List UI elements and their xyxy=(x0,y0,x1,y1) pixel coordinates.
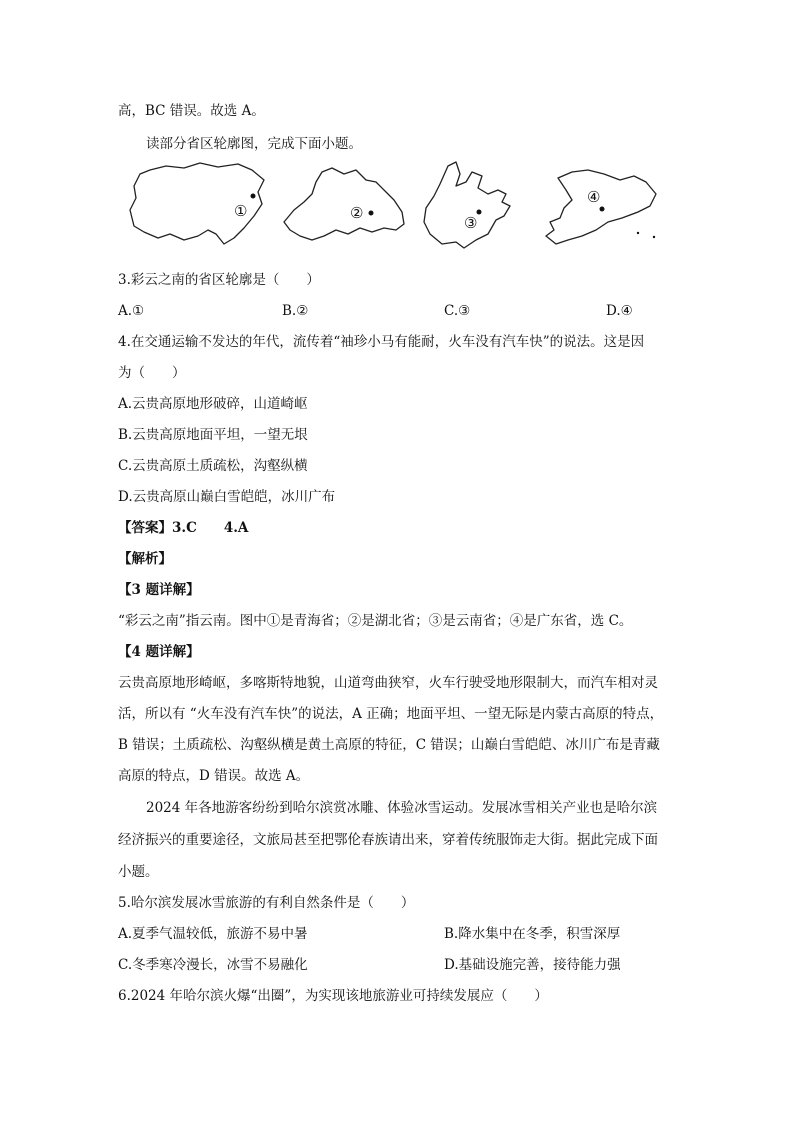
map-marker-1 xyxy=(251,194,256,199)
question-5: 5.哈尔滨发展冰雪旅游的有利自然条件是（ ） xyxy=(118,895,415,911)
province-outline-maps xyxy=(126,160,666,252)
detail-4-heading: 【4 题详解】 xyxy=(118,644,200,660)
map-island-dot xyxy=(637,232,639,234)
detail-4-line-1: 云贵高原地形崎岖，多喀斯特地貌，山道弯曲狭窄，火车行驶受地形限制大，而汽车相对灵 xyxy=(118,675,658,691)
q4-option-d: D.云贵高原山巅白雪皑皑，冰川广布 xyxy=(118,489,336,505)
map-yunnan xyxy=(424,162,510,248)
q3-option-a: A.① xyxy=(118,303,145,319)
passage-line-3: 小题。 xyxy=(118,864,159,880)
map-label-2: ② xyxy=(350,204,364,222)
text-line-1: 高，BC 错误。故选 A。 xyxy=(118,103,265,119)
q5-option-b: B.降水集中在冬季，积雪深厚 xyxy=(444,926,621,942)
intro-map-questions: 读部分省区轮廓图，完成下面小题。 xyxy=(146,136,362,152)
question-4-line-2: 为（ ） xyxy=(118,365,186,381)
detail-4-line-2: 活，所以有 “火车没有汽车快”的说法，A 正确；地面平坦、一望无际是内蒙古高原的特点， xyxy=(118,706,664,722)
q3-option-b: B.② xyxy=(282,303,309,319)
question-4-line-1: 4.在交通运输不发达的年代，流传着“袖珍小马有能耐，火车没有汽车快”的说法。这是因 xyxy=(118,334,645,350)
map-marker-3 xyxy=(477,210,482,215)
map-marker-4 xyxy=(600,207,605,212)
q5-option-d: D.基础设施完善，接待能力强 xyxy=(444,957,621,973)
map-guangdong xyxy=(546,170,656,244)
detail-3-heading: 【3 题详解】 xyxy=(118,582,200,598)
question-6: 6.2024 年哈尔滨火爆“出圈”，为实现该地旅游业可持续发展应（ ） xyxy=(118,988,548,1004)
detail-4-line-3: B 错误；土质疏松、沟壑纵横是黄土高原的特征，C 错误；山巅白雪皑皑、冰川广布是青藏 xyxy=(118,737,660,753)
q4-option-b: B.云贵高原地面平坦，一望无垠 xyxy=(118,427,308,443)
map-hubei xyxy=(284,168,404,240)
q3-option-d: D.④ xyxy=(606,303,633,319)
map-qinghai xyxy=(130,163,264,244)
passage-line-2: 经济振兴的重要途径，文旅局甚至把鄂伦春族请出来，穿着传统服饰走大街。据此完成下面 xyxy=(118,832,658,848)
q4-option-c: C.云贵高原土质疏松，沟壑纵横 xyxy=(118,458,308,474)
answer-line: 【答案】3.C 4.A xyxy=(118,520,249,536)
map-label-3: ③ xyxy=(464,214,478,232)
detail-3-text: “彩云之南”指云南。图中①是青海省；②是湖北省；③是云南省；④是广东省，选 C。 xyxy=(118,613,633,629)
q4-option-a: A.云贵高原地形破碎，山道崎岖 xyxy=(118,396,308,412)
question-3: 3.彩云之南的省区轮廓是（ ） xyxy=(118,272,320,288)
passage-line-1: 2024 年各地游客纷纷到哈尔滨赏冰雕、体验冰雪运动。发展冰雪相关产业也是哈尔滨 xyxy=(146,800,658,816)
map-label-4: ④ xyxy=(587,188,601,206)
map-island-dot xyxy=(653,236,655,238)
q5-option-c: C.冬季寒冷漫长，冰雪不易融化 xyxy=(118,957,308,973)
map-marker-2 xyxy=(369,211,374,216)
detail-4-line-4: 高原的特点，D 错误。故选 A。 xyxy=(118,768,310,784)
map-label-1: ① xyxy=(234,202,248,220)
analysis-heading: 【解析】 xyxy=(118,551,172,567)
q3-option-c: C.③ xyxy=(444,303,471,319)
q5-option-a: A.夏季气温较低，旅游不易中暑 xyxy=(118,926,308,942)
